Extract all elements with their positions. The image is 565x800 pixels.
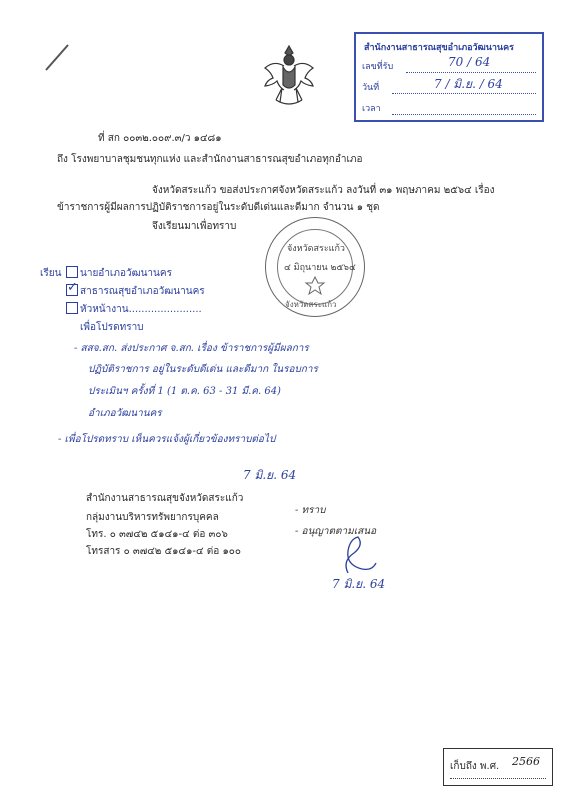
handwritten-note-line-3: ประเมินฯ ครั้งที่ 1 (1 ต.ค. 63 - 31 มี.ค. 64)	[88, 386, 281, 397]
receiving-no-value: 70 / 64	[448, 55, 491, 69]
routing-option-3: หัวหน้างาน.......................	[80, 304, 202, 315]
file-retention-year: 2566	[512, 755, 540, 768]
routing-option-2: สาธารณสุขอำเภอวัฒนานคร	[80, 286, 205, 297]
footer-fax: โทรสาร ๐ ๓๗๔๒ ๕๑๔๑-๔ ต่อ ๑๐๐	[86, 546, 241, 557]
signature-date: 7 มิ.ย. 64	[332, 577, 386, 591]
handwritten-note-line-4: อำเภอวัฒนานคร	[88, 408, 162, 419]
footer-department: กลุ่มงานบริหารทรัพยากรบุคคล	[86, 512, 219, 523]
signature-note-2: - อนุญาตตามเสนอ	[295, 526, 377, 537]
footer-office: สำนักงานสาธารณสุขจังหวัดสระแก้ว	[86, 493, 244, 504]
body-line-2: ข้าราชการผู้มีผลการปฏิบัติราชการอยู่ในระดับดีเด่นและดีมาก จำนวน ๑ ชุด	[57, 202, 380, 213]
signature-scribble	[330, 533, 380, 575]
file-retention-dots	[450, 778, 546, 779]
handwritten-note-date: 7 มิ.ย. 64	[243, 468, 297, 482]
receiving-time-label: เวลา	[362, 104, 381, 114]
garuda-emblem-icon	[262, 42, 316, 108]
province-seal-emblem-icon	[303, 276, 327, 298]
signature-note-1: - ทราบ	[295, 505, 326, 516]
receiving-stamp	[354, 32, 544, 122]
file-retention-label: เก็บถึง พ.ศ.	[450, 761, 500, 772]
province-seal-ring-text: จังหวัดสระแก้ว	[285, 300, 337, 309]
routing-checkbox-3[interactable]	[66, 302, 78, 314]
body-line-1: จังหวัดสระแก้ว ขอส่งประกาศจังหวัดสระแก้ว ลงวันที่ ๓๑ พฤษภาคม ๒๕๖๔ เรื่อง	[152, 185, 495, 196]
letter-recipient: ถึง โรงพยาบาลชุมชนทุกแห่ง และสำนักงานสาธารณสุขอำเภอทุกอำเภอ	[57, 154, 363, 165]
receiving-stamp-title: สำนักงานสาธารณสุขอำเภอวัฒนานคร	[364, 43, 514, 53]
province-seal-date: ๔ มิถุนายน ๒๕๖๔	[284, 263, 356, 273]
receiving-no-label: เลขที่รับ	[362, 62, 394, 72]
routing-checkmark: ✓	[67, 280, 78, 295]
receiving-date-value: 7 / มิ.ย. / 64	[434, 77, 503, 91]
receiving-date-label: วันที่	[362, 83, 380, 93]
handwritten-note-line-2: ปฏิบัติราชการ อยู่ในระดับดีเด่น และดีมาก ในรอบการ	[88, 364, 318, 375]
routing-to-label: เรียน	[40, 268, 62, 279]
routing-checkbox-1[interactable]	[66, 266, 78, 278]
letter-reference: ที่ สก ๐๐๓๒.๐๐๙.๓/ว ๑๔๘๑	[98, 133, 222, 144]
body-line-3: จึงเรียนมาเพื่อทราบ	[152, 221, 237, 232]
handwritten-note-line-5: - เพื่อโปรดทราบ เห็นควรแจ้งผู้เกี่ยวข้องทราบต่อไป	[58, 434, 276, 445]
routing-purpose: เพื่อโปรดทราบ	[80, 322, 144, 333]
footer-telephone: โทร. ๐ ๓๗๔๒ ๕๑๔๑-๔ ต่อ ๓๐๖	[86, 529, 228, 540]
province-seal-name: จังหวัดสระแก้ว	[287, 244, 345, 254]
handwritten-note-line-1: - สสจ.สก. ส่งประกาศ จ.สก. เรื่อง ข้าราชการผู้มีผลการ	[74, 343, 309, 354]
routing-option-1: นายอำเภอวัฒนานคร	[80, 268, 172, 279]
pen-mark	[42, 42, 72, 74]
